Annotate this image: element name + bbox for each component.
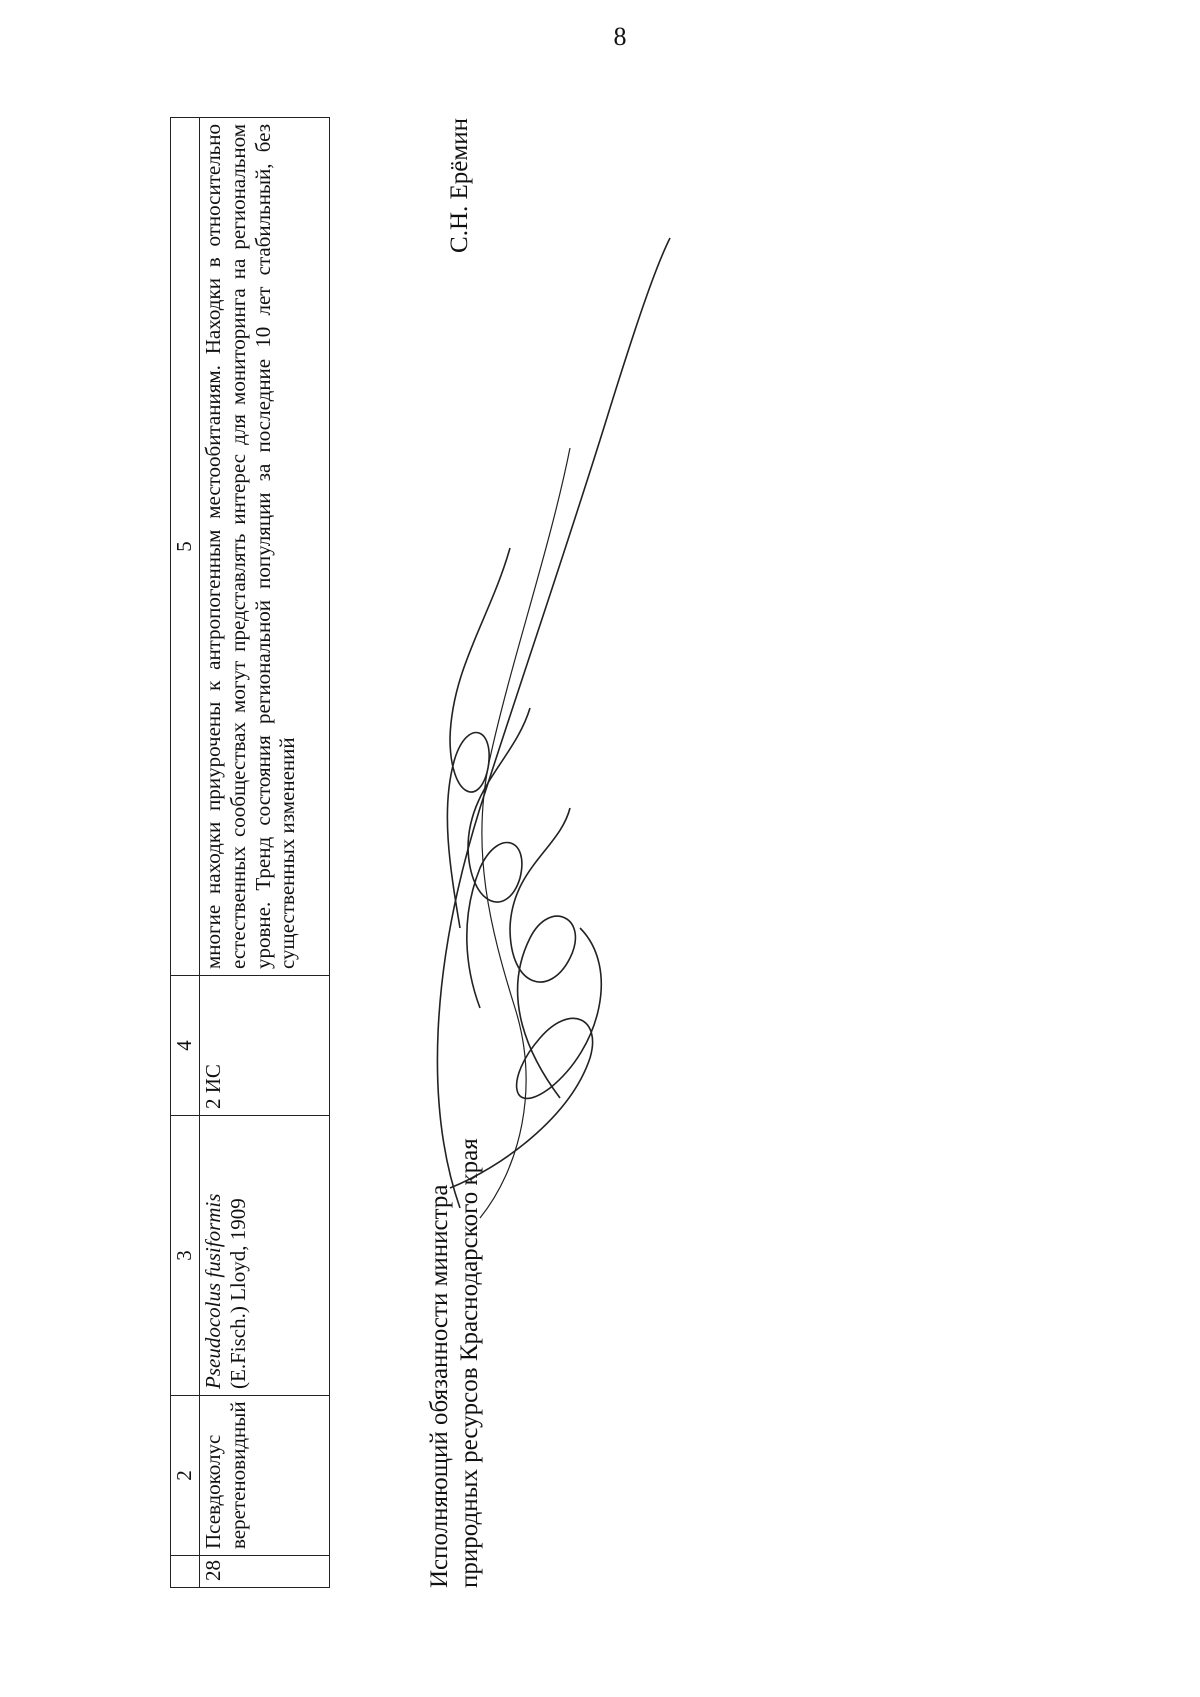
latin-name-author: (E.Fisch.) Lloyd, 1909 <box>225 1198 250 1389</box>
position-line-1: Исполняющий обязанности министра <box>426 1184 453 1588</box>
latin-name <box>200 1116 330 1396</box>
row-number: 28 <box>200 1556 330 1588</box>
signatory-name: С.Н. Ерёмин <box>446 118 473 253</box>
header-col-1 <box>171 1556 200 1588</box>
species-name-line2: веретеновидный <box>225 1401 250 1549</box>
species-table <box>170 117 330 1588</box>
header-col-5: 5 <box>171 118 200 976</box>
rotated-content <box>170 28 870 1588</box>
page-number: 8 <box>613 22 627 51</box>
latin-name-italic: Pseudocolus fusiformis <box>201 1193 225 1389</box>
position-line-2: природных ресурсов Краснодарского края <box>456 1138 483 1588</box>
header-col-2: 2 <box>171 1396 200 1556</box>
table-row <box>200 118 330 1588</box>
species-name <box>200 1396 330 1556</box>
header-col-3: 3 <box>171 1116 200 1396</box>
notes: многие находки приурочены к антропогенным местообитаниям. Находки в относительно естественных сообществах могут представлять интерес для мониторинга на региональном уровне. Тренд состояния региональной популяции за последние 10 лет стабильный, без существенных изменений <box>200 118 330 976</box>
species-name-line1: Псевдоколус <box>201 1434 225 1549</box>
header-col-4: 4 <box>171 976 200 1116</box>
handwritten-signature <box>420 228 720 1228</box>
category: 2 ИС <box>200 976 330 1116</box>
table-header-row <box>171 118 200 1588</box>
